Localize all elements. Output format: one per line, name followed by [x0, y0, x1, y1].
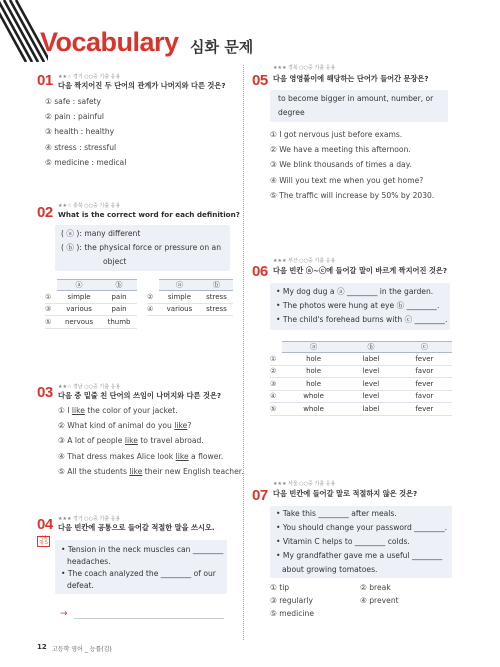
option-text: ⑤ All the students	[58, 466, 130, 476]
option-4[interactable]	[58, 449, 244, 464]
question-source: ★★☆ 경기 ○○중 기출 응용	[58, 74, 121, 80]
answer-arrow: →	[60, 609, 68, 619]
option-3[interactable]: ③ health : healthy	[45, 127, 115, 137]
question-number: 01	[37, 72, 53, 89]
cell: various	[159, 303, 200, 316]
question-source: ★★★ 부산 ○○중 기출 응용	[273, 258, 336, 264]
col-header-b: ⓑ	[200, 280, 233, 291]
option-4[interactable]: ④ prevent	[360, 596, 399, 605]
answer-line[interactable]	[74, 618, 224, 619]
option-text: ?	[187, 421, 192, 431]
question-text: 다음 영영풀이에 해당하는 단어가 들어간 문장은?	[273, 74, 429, 83]
row-num: ③	[45, 303, 57, 316]
question-text: What is the correct word for each definition?	[58, 210, 240, 219]
sentence-line: • Tension in the neck muscles can ________	[61, 545, 224, 554]
underlined-word: like	[124, 436, 138, 446]
option-1[interactable]: ① I got nervous just before exams.	[270, 130, 403, 139]
col-header-a: ⓐ	[282, 342, 345, 353]
cell: hole	[282, 365, 345, 378]
row-num: ①	[270, 353, 282, 366]
option-text: their new English teacher.	[142, 466, 244, 476]
subjective-badge: 서술형 5	[37, 536, 50, 547]
cell: simple	[57, 291, 101, 304]
option-4[interactable]: ④ stress : stressful	[45, 142, 117, 152]
cell: simple	[159, 291, 200, 304]
option-4[interactable]: ④ Will you text me when you get home?	[270, 175, 424, 185]
table-row[interactable]	[270, 403, 452, 416]
sentence-line: about growing tomatoes.	[282, 565, 378, 574]
definition-line: degree	[278, 108, 305, 117]
option-1[interactable]	[58, 403, 244, 418]
cell: whole	[282, 403, 345, 416]
question-source: ★★★ 경기 ○○중 기출 응용	[58, 516, 121, 522]
column-divider	[243, 65, 244, 640]
option-5[interactable]	[58, 464, 244, 479]
cell: stress	[200, 303, 233, 316]
option-3[interactable]: ③ regularly	[270, 596, 313, 605]
table-row[interactable]	[270, 353, 452, 366]
underlined-word: like	[175, 451, 189, 461]
option-text: ① I	[58, 406, 72, 415]
cell: level	[345, 378, 397, 391]
underlined-word: like	[71, 406, 85, 415]
underlined-word: like	[129, 466, 143, 476]
table-row[interactable]	[45, 303, 137, 316]
cell: fever	[397, 403, 452, 416]
sentence-line: • Vitamin C helps to ________ colds.	[276, 537, 410, 546]
question-number: 05	[252, 72, 268, 89]
option-3[interactable]	[58, 433, 244, 448]
row-num: ②	[147, 291, 159, 304]
question-text: 다음 빈칸에 들어갈 말로 적절하지 않은 것은?	[273, 489, 418, 498]
cell: pain	[101, 291, 137, 304]
definition-box	[270, 90, 448, 122]
option-text: the color of your jacket.	[84, 406, 178, 415]
sentence-box	[55, 540, 227, 594]
sentence-line: headaches.	[67, 557, 111, 566]
page-title: Vocabulary	[40, 27, 179, 57]
cell: fever	[397, 378, 452, 391]
answer-table-right	[147, 279, 233, 316]
sentence-line: • Take this ________ after meals.	[276, 509, 397, 518]
cell: fever	[397, 353, 452, 366]
option-text: a flower.	[188, 451, 224, 461]
option-5[interactable]: ⑤ medicine	[270, 609, 314, 618]
options-list	[58, 403, 244, 479]
definition-a: ( ⓐ ): many different	[61, 229, 141, 238]
sentence-line: • The coach analyzed the ________ of our	[61, 569, 216, 578]
cell: hole	[282, 378, 345, 391]
question-text: 다음 중 밑줄 친 단어의 쓰임이 나머지와 다른 것은?	[58, 391, 222, 400]
row-num: ④	[147, 303, 159, 316]
cell: label	[345, 403, 397, 416]
sentence-line: • You should change your password ________.	[276, 523, 448, 532]
question-source: ★★☆ 충북 ○○중 기출 응용	[58, 203, 121, 209]
option-1[interactable]: ① tip	[270, 583, 290, 592]
sentence-line: defeat.	[67, 581, 94, 590]
underlined-word: like	[174, 421, 188, 431]
row-num: ④	[270, 390, 282, 403]
option-2[interactable]: ② pain : painful	[45, 112, 104, 122]
cell: thumb	[101, 316, 137, 329]
table-row[interactable]	[147, 303, 233, 316]
question-number: 06	[252, 263, 268, 280]
question-source: ★★★ 경북 ○○중 기출 응용	[273, 65, 336, 71]
question-text: 다음 빈칸에 공통으로 들어갈 적절한 말을 쓰시오.	[58, 523, 215, 532]
question-text: 다음 빈칸 ⓐ~ⓒ에 들어갈 말이 바르게 짝지어진 것은?	[273, 266, 448, 275]
cell: favor	[397, 390, 452, 403]
question-number: 07	[252, 487, 268, 504]
row-num: ①	[45, 291, 57, 304]
row-num: ②	[270, 365, 282, 378]
cell: whole	[282, 390, 345, 403]
book-title: 고등학 영어 _ 능률(김)	[52, 646, 112, 653]
option-5[interactable]: ⑤ medicine : medical	[45, 157, 127, 167]
definition-b: ( ⓑ ): the physical force or pressure on an	[61, 243, 222, 252]
definition-box	[55, 225, 230, 271]
cell: level	[345, 390, 397, 403]
definition-b-cont: object	[103, 257, 127, 266]
question-number: 03	[37, 384, 53, 401]
option-text: ③ A lot of people	[58, 436, 125, 446]
question-number: 04	[37, 516, 53, 533]
option-1[interactable]: ① safe : safety	[45, 97, 101, 106]
question-text: 다음 짝지어진 두 단어의 관계가 나머지와 다른 것은?	[58, 81, 226, 90]
table-row[interactable]	[270, 390, 452, 403]
definition-line: to become bigger in amount, number, or	[278, 94, 434, 103]
page-number: 12	[37, 643, 47, 651]
answer-table	[270, 341, 452, 416]
sentence-line: • My dog dug a ⓐ ________ in the garden.	[276, 287, 434, 296]
cell: stress	[200, 291, 233, 304]
cell: favor	[397, 365, 452, 378]
cell: label	[345, 353, 397, 366]
sentence-line: • The child's forehead burns with ⓒ ________.	[276, 315, 448, 324]
page-subtitle: 심화 문제	[190, 38, 254, 56]
cell: hole	[282, 353, 345, 366]
options-list	[270, 127, 434, 203]
table-row[interactable]	[45, 291, 137, 304]
row-num: ⑤	[270, 403, 282, 416]
col-header-c: ⓒ	[397, 342, 452, 353]
table-row[interactable]	[270, 378, 452, 391]
option-text: ④ That dress makes Alice look	[58, 451, 176, 461]
col-header-a: ⓐ	[57, 280, 101, 291]
table-row[interactable]	[270, 365, 452, 378]
question-source: ★★☆ 경남 ○○중 기출 응용	[58, 384, 121, 390]
option-2[interactable]: ② We have a meeting this afternoon.	[270, 145, 411, 155]
cell: various	[57, 303, 101, 316]
cell: pain	[101, 303, 137, 316]
row-num: ⑤	[45, 316, 57, 329]
col-header-a: ⓐ	[159, 280, 200, 291]
option-text: ② What kind of animal do you	[58, 421, 175, 431]
cell: level	[345, 365, 397, 378]
option-2[interactable]	[58, 418, 244, 433]
sentence-line: • The photos were hung at eye ⓑ ________.	[276, 301, 440, 310]
row-num: ③	[270, 378, 282, 391]
option-text: to travel abroad.	[137, 436, 204, 446]
option-3[interactable]: ③ We blink thousands of times a day.	[270, 160, 412, 170]
answer-table-left	[45, 279, 137, 329]
sentence-box	[270, 506, 452, 578]
option-2[interactable]: ② break	[360, 583, 391, 592]
cell: nervous	[57, 316, 101, 329]
table-row[interactable]	[147, 291, 233, 304]
col-header-b: ⓑ	[101, 280, 137, 291]
options-list	[45, 94, 126, 170]
question-number: 02	[37, 204, 53, 221]
sentence-box	[270, 283, 450, 330]
sentence-line: • My grandfather gave me a useful ________	[276, 551, 443, 560]
option-5[interactable]: ⑤ The traffic will increase by 50% by 2030.	[270, 190, 435, 200]
table-row[interactable]	[45, 316, 137, 329]
question-source: ★★★ 서울 ○○중 기출 응용	[273, 481, 336, 487]
col-header-b: ⓑ	[345, 342, 397, 353]
